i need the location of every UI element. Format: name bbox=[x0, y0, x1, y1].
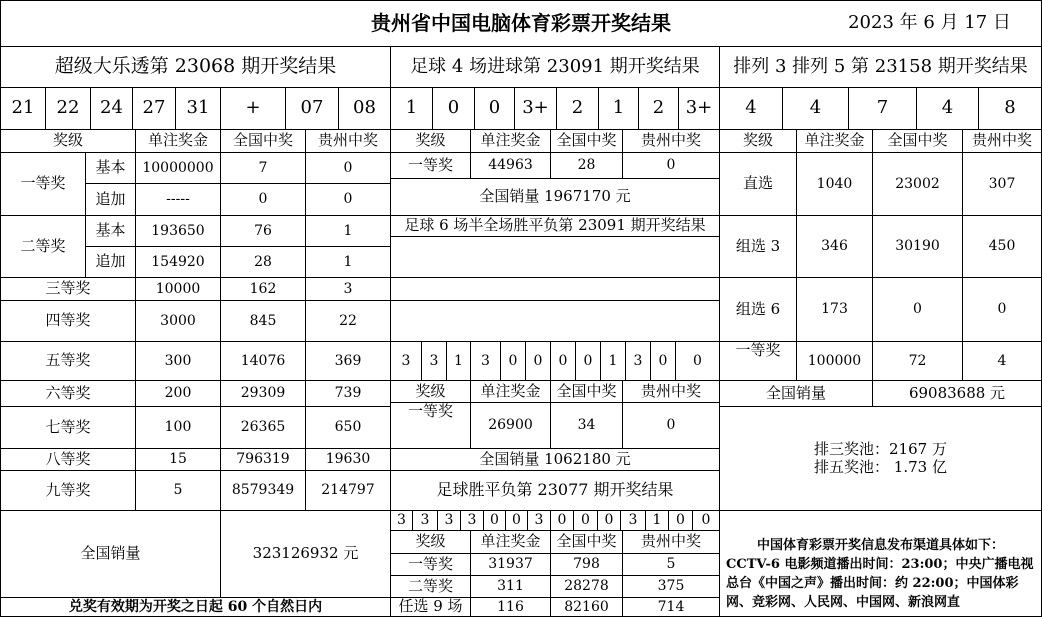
sfc-row-prize: 116 bbox=[470, 597, 551, 617]
pl-row-national: 30190 bbox=[872, 215, 963, 278]
pl-header: 排列 3 排列 5 第 23158 期开奖结果 bbox=[719, 46, 1042, 88]
zq6-number: 0 bbox=[525, 341, 551, 381]
sfc-col-header: 奖级 bbox=[390, 530, 471, 554]
dlt-second-label: 二等奖 bbox=[0, 215, 86, 278]
sfc-number: 0 bbox=[483, 510, 506, 531]
dlt-row-label: 四等奖 bbox=[0, 300, 136, 342]
pl-row-national: 72 bbox=[872, 341, 963, 381]
broadcast-info-detail: CCTV-6 电影频道播出时间：23:00；中央广播电视总台《中国之声》播出时间：约 22:00；中国体彩网、竞彩网、人民网、中国网、新浪网直 bbox=[726, 556, 1034, 610]
dlt-number: 21 bbox=[0, 87, 46, 130]
dlt-row-label: 三等奖 bbox=[0, 277, 136, 301]
dlt-number: 07 bbox=[285, 87, 339, 130]
pl-col-header: 单注奖金 bbox=[796, 129, 873, 153]
pl-row-guizhou: 4 bbox=[962, 341, 1042, 381]
zq6-first-value: 26900 bbox=[470, 402, 551, 449]
zq4-col-header: 单注奖金 bbox=[470, 129, 551, 153]
pl-row-guizhou: 307 bbox=[962, 152, 1042, 216]
sfc-header: 足球胜平负第 23077 期开奖结果 bbox=[390, 470, 720, 511]
zq6-col-header: 全国中奖 bbox=[550, 380, 623, 403]
sfc-number: 0 bbox=[597, 510, 621, 531]
dlt-extra-label: 追加 bbox=[85, 183, 136, 216]
pl-number: 4 bbox=[719, 87, 783, 130]
dlt-row-guizhou: 369 bbox=[305, 341, 391, 381]
pl-row-prize: 346 bbox=[796, 215, 873, 278]
dlt-second-extra-value: 28 bbox=[220, 246, 306, 278]
pl-prize-pools bbox=[719, 406, 1042, 511]
pl-row-prize: 100000 bbox=[796, 341, 873, 381]
zq6-header: 足球 6 场半全场胜平负第 23091 期开奖结果 bbox=[390, 215, 720, 237]
zq4-col-header: 奖级 bbox=[390, 129, 471, 153]
dlt-row-national: 845 bbox=[220, 300, 306, 342]
dlt-row-prize: 300 bbox=[135, 341, 221, 381]
dlt-number: 31 bbox=[175, 87, 221, 130]
zq4-number: 1 bbox=[598, 87, 639, 130]
dlt-row-prize: 15 bbox=[135, 448, 221, 471]
sfc-row-prize: 31937 bbox=[470, 553, 551, 576]
sfc-number: 3 bbox=[437, 510, 461, 531]
dlt-footnote: 兑奖有效期为开奖之日起 60 个自然日内 bbox=[0, 597, 391, 617]
dlt-first-extra-value: 0 bbox=[220, 183, 306, 216]
pl-row-national: 23002 bbox=[872, 152, 963, 216]
pl-row-label: 直选 bbox=[719, 152, 797, 216]
zq4-col-header: 全国中奖 bbox=[550, 129, 623, 153]
dlt-second-basic-value: 76 bbox=[220, 215, 306, 247]
pl-col-header: 全国中奖 bbox=[872, 129, 963, 153]
pl-row-guizhou: 450 bbox=[962, 215, 1042, 278]
sfc-col-header: 全国中奖 bbox=[550, 530, 623, 554]
zq4-number: 3+ bbox=[514, 87, 557, 130]
sfc-number: 3 bbox=[412, 510, 438, 531]
sfc-row-prize: 311 bbox=[470, 575, 551, 598]
sfc-row-label: 任选 9 场 bbox=[390, 597, 471, 617]
zq4-number: 0 bbox=[432, 87, 475, 130]
dlt-row-guizhou: 22 bbox=[305, 300, 391, 342]
pl-row-label: 组选 6 bbox=[719, 277, 797, 342]
dlt-col-header: 贵州中奖 bbox=[305, 129, 391, 153]
zq6-blank bbox=[390, 236, 720, 278]
zq4-first-value: 0 bbox=[622, 152, 720, 179]
zq6-number: 3 bbox=[625, 341, 651, 381]
pl-number: 7 bbox=[848, 87, 917, 130]
zq6-sales: 全国销量 1062180 元 bbox=[390, 448, 720, 471]
dlt-row-label: 八等奖 bbox=[0, 448, 136, 471]
pl-row-label: 组选 3 bbox=[719, 215, 797, 278]
dlt-row-guizhou: 3 bbox=[305, 277, 391, 301]
sfc-number: 0 bbox=[550, 510, 574, 531]
zq4-first-value: 28 bbox=[550, 152, 623, 179]
sfc-row-guizhou: 375 bbox=[622, 575, 720, 598]
sfc-row-guizhou: 714 bbox=[622, 597, 720, 617]
zq4-number: 2 bbox=[638, 87, 679, 130]
zq6-first-value: 0 bbox=[622, 402, 720, 449]
dlt-second-extra-value: 1 bbox=[305, 246, 391, 278]
sfc-row-label: 二等奖 bbox=[390, 575, 471, 598]
zq6-number: 0 bbox=[575, 341, 601, 381]
dlt-row-guizhou: 739 bbox=[305, 380, 391, 407]
dlt-sales-value: 323126932 元 bbox=[220, 510, 391, 598]
pl-row-national: 0 bbox=[872, 277, 963, 342]
zq6-first-value: 34 bbox=[550, 402, 623, 449]
pl-number: 4 bbox=[782, 87, 849, 130]
dlt-row-prize: 100 bbox=[135, 406, 221, 449]
zq6-number: 3 bbox=[421, 341, 447, 381]
dlt-row-label: 七等奖 bbox=[0, 406, 136, 449]
broadcast-info-heading: 中国体育彩票开奖信息发布渠道具体如下： bbox=[756, 537, 1004, 553]
dlt-number: 22 bbox=[45, 87, 91, 130]
zq4-number: 2 bbox=[556, 87, 599, 130]
dlt-first-basic-value: 10000000 bbox=[135, 152, 221, 184]
sfc-number: 1 bbox=[645, 510, 669, 531]
dlt-first-basic-value: 7 bbox=[220, 152, 306, 184]
dlt-row-label: 五等奖 bbox=[0, 341, 136, 381]
dlt-number: 08 bbox=[338, 87, 391, 130]
page-title: 贵州省中国电脑体育彩票开奖结果 bbox=[371, 11, 671, 35]
sfc-number: 3 bbox=[527, 510, 551, 531]
dlt-row-national: 8579349 bbox=[220, 470, 306, 511]
pl-row-guizhou: 0 bbox=[962, 277, 1042, 342]
zq6-number: 0 bbox=[650, 341, 676, 381]
zq6-col-header: 单注奖金 bbox=[470, 380, 551, 403]
dlt-number: 27 bbox=[132, 87, 176, 130]
zq6-number: 0 bbox=[550, 341, 576, 381]
zq4-number: 0 bbox=[474, 87, 515, 130]
sfc-number: 3 bbox=[620, 510, 646, 531]
sfc-number: 0 bbox=[505, 510, 528, 531]
dlt-row-prize: 10000 bbox=[135, 277, 221, 301]
dlt-row-prize: 200 bbox=[135, 380, 221, 407]
sfc-number: 3 bbox=[460, 510, 484, 531]
dlt-basic-label: 基本 bbox=[85, 152, 136, 184]
dlt-row-guizhou: 650 bbox=[305, 406, 391, 449]
pl-sales-value: 69083688 元 bbox=[872, 380, 1042, 407]
zq4-header: 足球 4 场进球第 23091 期开奖结果 bbox=[390, 46, 720, 88]
zq6-first-label: 一等奖 bbox=[390, 402, 471, 449]
zq6-number: 0 bbox=[500, 341, 526, 381]
zq6-number: 3 bbox=[390, 341, 422, 381]
pl-col-header: 贵州中奖 bbox=[962, 129, 1042, 153]
dlt-row-guizhou: 19630 bbox=[305, 448, 391, 471]
dlt-second-extra-value: 154920 bbox=[135, 246, 221, 278]
dlt-first-label: 一等奖 bbox=[0, 152, 86, 216]
dlt-header: 超级大乐透第 23068 期开奖结果 bbox=[0, 46, 391, 88]
prize-pool-line: 排五奖池： 1.73 亿 bbox=[814, 457, 947, 476]
zq6-col-header: 贵州中奖 bbox=[622, 380, 720, 403]
dlt-row-national: 14076 bbox=[220, 341, 306, 381]
zq6-number: 3 bbox=[470, 341, 501, 381]
zq4-first-label: 一等奖 bbox=[390, 152, 471, 179]
dlt-row-national: 162 bbox=[220, 277, 306, 301]
pl-col-header: 奖级 bbox=[719, 129, 797, 153]
dlt-row-national: 796319 bbox=[220, 448, 306, 471]
sfc-col-header: 贵州中奖 bbox=[622, 530, 720, 554]
dlt-col-header: 奖级 bbox=[0, 129, 136, 153]
dlt-first-extra-value: 0 bbox=[305, 183, 391, 216]
sfc-row-national: 798 bbox=[550, 553, 623, 576]
dlt-first-extra-value: ----- bbox=[135, 183, 221, 216]
pl-row-prize: 1040 bbox=[796, 152, 873, 216]
broadcast-info bbox=[719, 510, 1042, 617]
dlt-number: + bbox=[220, 87, 286, 130]
sfc-number: 0 bbox=[668, 510, 693, 531]
zq6-number: 0 bbox=[675, 341, 720, 381]
sfc-number: 0 bbox=[573, 510, 598, 531]
sfc-row-label: 一等奖 bbox=[390, 553, 471, 576]
dlt-sales-label: 全国销量 bbox=[0, 510, 221, 598]
dlt-col-header: 单注奖金 bbox=[135, 129, 221, 153]
dlt-first-basic-value: 0 bbox=[305, 152, 391, 184]
zq4-number: 1 bbox=[390, 87, 433, 130]
sfc-row-guizhou: 5 bbox=[622, 553, 720, 576]
dlt-row-prize: 5 bbox=[135, 470, 221, 511]
dlt-col-header: 全国中奖 bbox=[220, 129, 306, 153]
zq4-sales: 全国销量 1967170 元 bbox=[390, 178, 720, 216]
dlt-second-basic-value: 193650 bbox=[135, 215, 221, 247]
zq4-first-value: 44963 bbox=[470, 152, 551, 179]
zq6-blank bbox=[390, 300, 720, 342]
sfc-number: 3 bbox=[390, 510, 413, 531]
dlt-extra-label: 追加 bbox=[85, 246, 136, 278]
zq4-col-header: 贵州中奖 bbox=[622, 129, 720, 153]
pl-number: 8 bbox=[978, 87, 1042, 130]
zq6-blank bbox=[390, 277, 720, 301]
dlt-number: 24 bbox=[90, 87, 133, 130]
pl-sales-label: 全国销量 bbox=[719, 380, 873, 407]
pl-number: 4 bbox=[916, 87, 979, 130]
sfc-col-header: 单注奖金 bbox=[470, 530, 551, 554]
draw-date: 2023 年 6 月 17 日 bbox=[848, 12, 1011, 34]
sfc-row-national: 28278 bbox=[550, 575, 623, 598]
dlt-row-label: 九等奖 bbox=[0, 470, 136, 511]
zq6-col-header: 奖级 bbox=[390, 380, 471, 403]
sfc-number: 0 bbox=[692, 510, 720, 531]
pl-row-label: 一等奖 bbox=[719, 341, 797, 381]
dlt-row-guizhou: 214797 bbox=[305, 470, 391, 511]
dlt-second-basic-value: 1 bbox=[305, 215, 391, 247]
pl-row-prize: 173 bbox=[796, 277, 873, 342]
sfc-row-national: 82160 bbox=[550, 597, 623, 617]
zq6-number: 1 bbox=[600, 341, 626, 381]
dlt-row-prize: 3000 bbox=[135, 300, 221, 342]
dlt-basic-label: 基本 bbox=[85, 215, 136, 247]
dlt-row-label: 六等奖 bbox=[0, 380, 136, 407]
zq4-number: 3+ bbox=[678, 87, 720, 130]
zq6-number: 1 bbox=[446, 341, 471, 381]
prize-pool-line: 排三奖池：2167 万 bbox=[814, 440, 947, 459]
dlt-row-national: 26365 bbox=[220, 406, 306, 449]
dlt-row-national: 29309 bbox=[220, 380, 306, 407]
